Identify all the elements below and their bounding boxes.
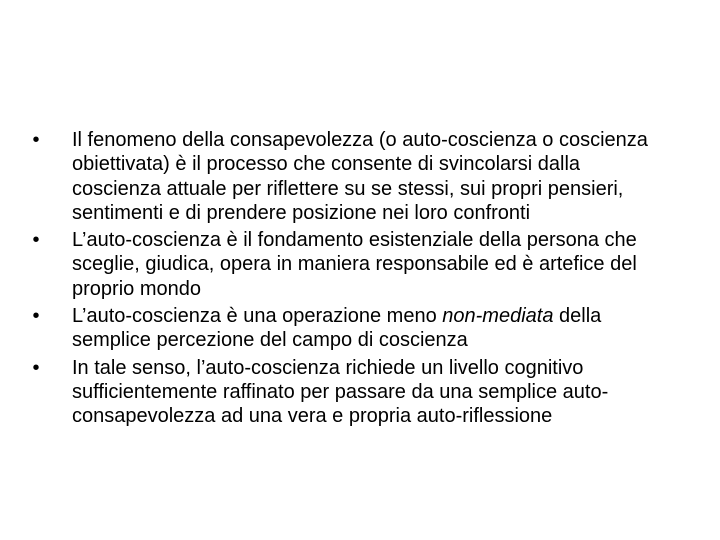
bullet-item-3 xyxy=(28,304,668,353)
bullet-item-4 xyxy=(28,356,668,429)
bullet-mark: • xyxy=(32,129,40,151)
bullet-text: L’auto-coscienza è il fondamento esistenziale della persona che sceglie, giudica, opera in maniera responsabile ed è artefice del proprio mondo xyxy=(72,229,637,300)
bullet-text: In tale senso, l’auto-coscienza richiede un livello cognitivo sufficientemente raffinato per passare da una semplice auto-consapevolezza ad una vera e propria auto-riflessione xyxy=(72,356,609,428)
bullet-item-1 xyxy=(28,128,668,225)
bullet-text-after: della semplice percezione del campo di coscienza xyxy=(72,305,602,352)
bullet-mark: • xyxy=(32,229,40,252)
bullet-text: Il fenomeno della consapevolezza (o auto-coscienza o coscienza obiettivata) è il processo che consente di svincolarsi dalla coscienza attuale per riflettere su se stessi, sui propri pensieri, sentimenti e di prendere posizione nei loro confronti xyxy=(72,129,648,224)
bullet-text-italic: non-mediata xyxy=(442,305,554,328)
bullet-mark: • xyxy=(32,356,40,379)
bullet-item-2 xyxy=(28,228,668,301)
bullet-list xyxy=(28,128,668,432)
bullet-mark: • xyxy=(32,305,40,328)
bullet-text xyxy=(72,305,601,351)
bullet-text-before: L’auto-coscienza è una operazione meno xyxy=(72,305,443,328)
